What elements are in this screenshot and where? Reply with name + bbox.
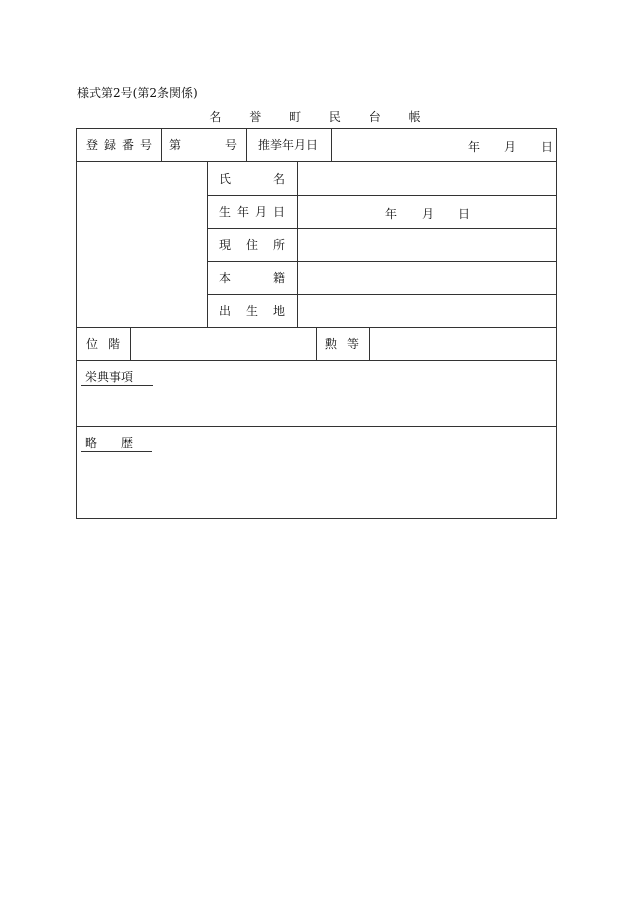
decoration-field[interactable] (370, 328, 556, 360)
honors-heading: 栄典事項 (81, 368, 153, 386)
title-char: 台 (368, 110, 381, 124)
registration-number-label: 登 録 番 号 (86, 138, 152, 152)
nomination-date-label: 推挙年月日 (258, 138, 319, 152)
history-field[interactable] (77, 452, 556, 518)
birth-date-label: 生 年 月 日 (219, 205, 285, 219)
domicile-field[interactable] (298, 262, 556, 294)
birthplace-field[interactable] (298, 295, 556, 327)
court-rank-label: 位 階 (86, 337, 120, 351)
title-char: 誉 (249, 110, 262, 124)
name-field[interactable] (298, 162, 556, 195)
photo-area (77, 162, 207, 327)
honors-field[interactable] (77, 385, 556, 426)
current-address-label: 現 住 所 (219, 238, 285, 252)
title-char: 名 (209, 110, 222, 124)
title-char: 民 (328, 110, 341, 124)
history-heading: 略 歴 (81, 434, 152, 452)
court-rank-field[interactable] (131, 328, 316, 360)
name-label: 氏 名 (219, 171, 285, 186)
nomination-date-field[interactable]: 年 月 日 (468, 140, 554, 154)
current-address-field[interactable] (298, 229, 556, 261)
title-char: 帳 (408, 110, 421, 124)
birth-date-field[interactable]: 年 月 日 (385, 207, 471, 221)
form-number: 様式第2号(第2条関係) (77, 86, 198, 100)
form-title (0, 108, 630, 125)
registration-number-field[interactable]: 第 号 (169, 138, 237, 152)
decoration-label: 勲 等 (325, 337, 359, 351)
birthplace-label: 出 生 地 (219, 304, 285, 318)
title-char: 町 (289, 110, 302, 124)
domicile-label: 本 籍 (219, 271, 285, 285)
